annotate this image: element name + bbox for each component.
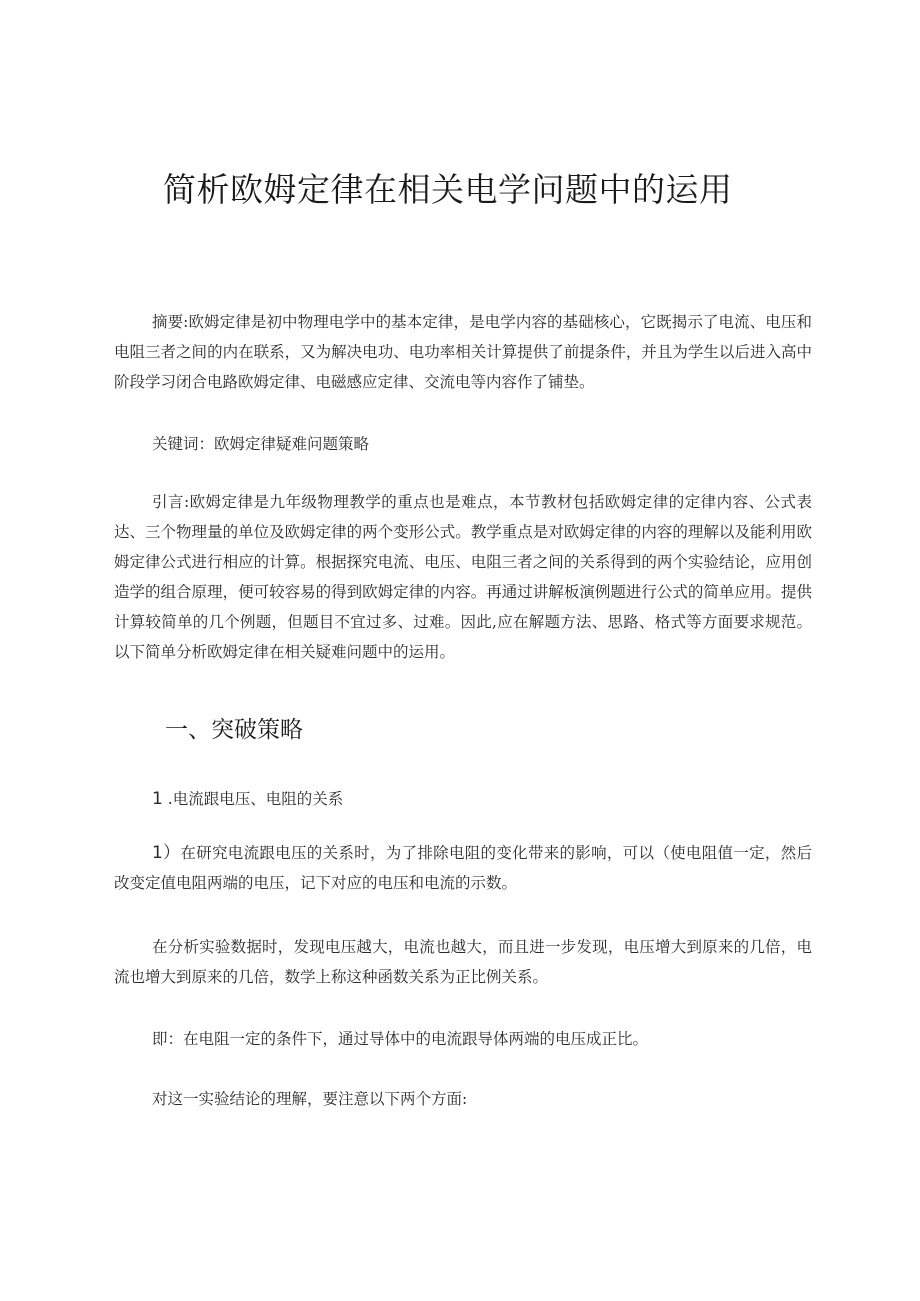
item-number: 1）	[152, 843, 181, 863]
subsection-number: 1	[152, 789, 163, 809]
item-paragraph	[114, 838, 812, 898]
keywords-line: 关键词：欧姆定律疑难问题策略	[152, 435, 370, 453]
subsection-heading	[152, 787, 343, 811]
section-heading: 一、突破策略	[165, 717, 303, 743]
abstract-paragraph: 摘要:欧姆定律是初中物理电学中的基本定律，是电学内容的基础核心，它既揭示了电流、电压和电阻三者之间的内在联系，又为解决电功、电功率相关计算提供了前提条件，并且为学生以后进入高中阶段学习闭合电路欧姆定律、电磁感应定律、交流电等内容作了铺垫。	[114, 313, 812, 391]
conclusion-line: 即：在电阻一定的条件下，通过导体中的电流跟导体两端的电压成正比。	[152, 1030, 649, 1048]
note-line: 对这一实验结论的理解，要注意以下两个方面:	[152, 1090, 468, 1108]
subsection-title: .电流跟电压、电阻的关系	[167, 790, 344, 808]
item-text: 在研究电流跟电压的关系时，为了排除电阻的变化带来的影响，可以（使电阻值一定，然后改变定值电阻两端的电压，记下对应的电压和电流的示数。	[114, 844, 812, 892]
introduction-paragraph: 引言:欧姆定律是九年级物理教学的重点也是难点，本节教材包括欧姆定律的定律内容、公式表达、三个物理量的单位及欧姆定律的两个变形公式。教学重点是对欧姆定律的内容的理解以及能利用欧姆定律公式进行相应的计算。根据探究电流、电压、电阻三者之间的关系得到的两个实验结论，应用创造学的组合原理，便可较容易的得到欧姆定律的内容。再通过讲解板演例题进行公式的简单应用。提供计算较简单的几个例题，但题目不宜过多、过难。因此,应在解题方法、思路、格式等方面要求规范。以下简单分析欧姆定律在相关疑难问题中的运用。	[114, 493, 812, 661]
document-title: 简析欧姆定律在相关电学问题中的运用	[163, 170, 733, 209]
analysis-paragraph: 在分析实验数据时，发现电压越大，电流也越大，而且进一步发现，电压增大到原来的几倍，电流也增大到原来的几倍，数学上称这种函数关系为正比例关系。	[114, 938, 812, 986]
